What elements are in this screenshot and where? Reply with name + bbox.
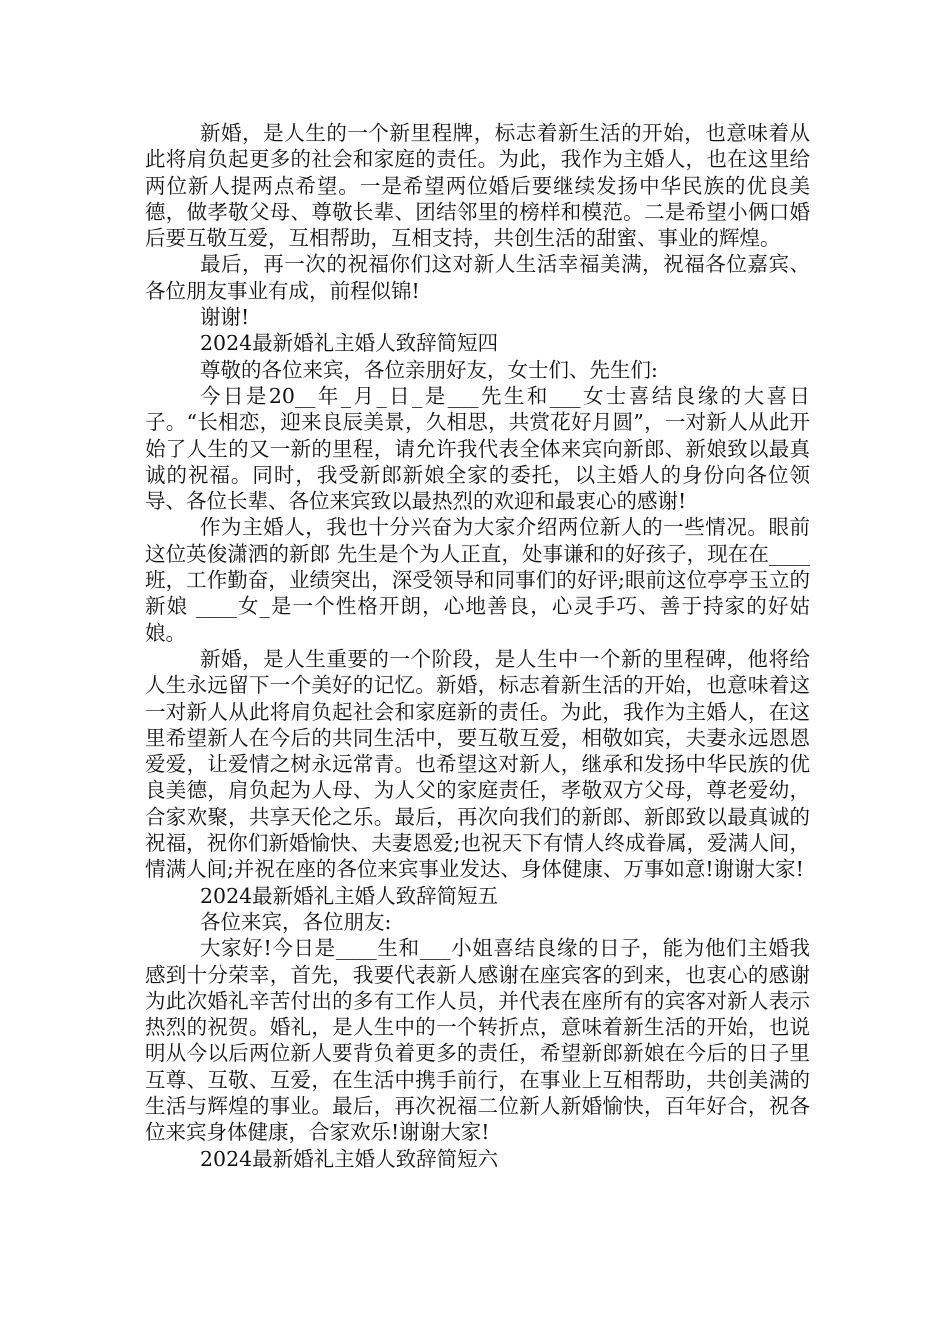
section-heading-4: 2024最新婚礼主婚人致辞简短四 (200, 331, 499, 356)
salutation-5: 各位来宾，各位朋友: (200, 909, 392, 934)
paragraph-5-body: 大家好!今日是____生和___小姐喜结良缘的日子，能为他们主婚我感到十分荣幸，首先，我要代表新人感谢在座宾客的到来，也衷心的感谢为此次婚礼辛苦付出的多有工作人员，并代表在座所有的宾客对新人表示热烈的祝贺。婚礼，是人生中的一个转折点，意味着新生活的开始，也说明从今以后两位新人要背负着更多的责任，希望新郎新娘在今后的日子里互尊、互敬、互爱，在生活中携手前行，在事业上互相帮助，共创美满的生活与辉煌的事业。最后，再次祝福二位新人新婚愉快，百年好合，祝各位来宾身体健康，合家欢乐!谢谢大家! (145, 936, 810, 1145)
paragraph-final-blessing: 最后，再一次的祝福你们这对新人生活幸福美满，祝福各位嘉宾、各位朋友事业有成，前程似锦! (145, 252, 810, 303)
document-page (145, 120, 810, 1172)
paragraph-4-opening: 今日是20__年_月_日_是___先生和___女士喜结良缘的大喜日子。“长相恋，迎来良辰美景，久相思，共赏花好月圆”，一对新人从此开始了人生的又一新的里程，请允许我代表全体来宾向新郎、新娘致以最真诚的祝福。同时，我受新郎新娘全家的委托，以主婚人的身份向各位领导、各位长辈、各位来宾致以最热烈的欢迎和最衷心的感谢! (145, 383, 810, 514)
paragraph-hope: 新婚，是人生的一个新里程牌，标志着新生活的开始，也意味着从此将肩负起更多的社会和家庭的责任。为此，我作为主婚人，也在这里给两位新人提两点希望。一是希望两位婚后要继续发扬中华民族的优良美德，做孝敬父母、尊敬长辈、团结邻里的榜样和模范。二是希望小俩口婚后要互敬互爱，互相帮助，互相支持，共创生活的甜蜜、事业的辉煌。 (145, 121, 810, 251)
paragraph-4-wishes: 新婚，是人生重要的一个阶段，是人生中一个新的里程碑，他将给人生永远留下一个美好的记忆。新婚，标志着新生活的开始，也意味着这一对新人从此将肩负起社会和家庭新的责任。为此，我作为主婚人，在这里希望新人在今后的共同生活中，要互敬互爱，相敬如宾，夫妻永远恩恩爱爱，让爱情之树永远常青。也希望这对新人，继承和发扬中华民族的优良美德，肩负起为人母、为人父的家庭责任，孝敬双方父母，尊老爱幼，合家欢聚，共享天伦之乐。最后，再次向我们的新郎、新郎致以最真诚的祝福，祝你们新婚愉快、夫妻恩爱;也祝天下有情人终成眷属，爱满人间，情满人间;并祝在座的各位来宾事业发达、身体健康、万事如意!谢谢大家! (145, 646, 810, 882)
paragraph-thanks: 谢谢! (200, 305, 250, 330)
section-heading-6: 2024最新婚礼主婚人致辞简短六 (200, 1146, 499, 1171)
paragraph-4-introduction: 作为主婚人，我也十分兴奋为大家介绍两位新人的一些情况。眼前这位英俊潇洒的新郎 先生是个为人正直，处事谦和的好孩子，现在在____班，工作勤奋，业绩突出，深受领导和同事们的好评;眼前这位亭亭玉立的新娘 ____女_是一个性格开朗，心地善良，心灵手巧、善于持家的好姑娘。 (145, 515, 810, 645)
section-heading-5: 2024最新婚礼主婚人致辞简短五 (200, 883, 499, 908)
salutation-4: 尊敬的各位来宾，各位亲朋好友，女士们、先生们: (200, 357, 658, 382)
